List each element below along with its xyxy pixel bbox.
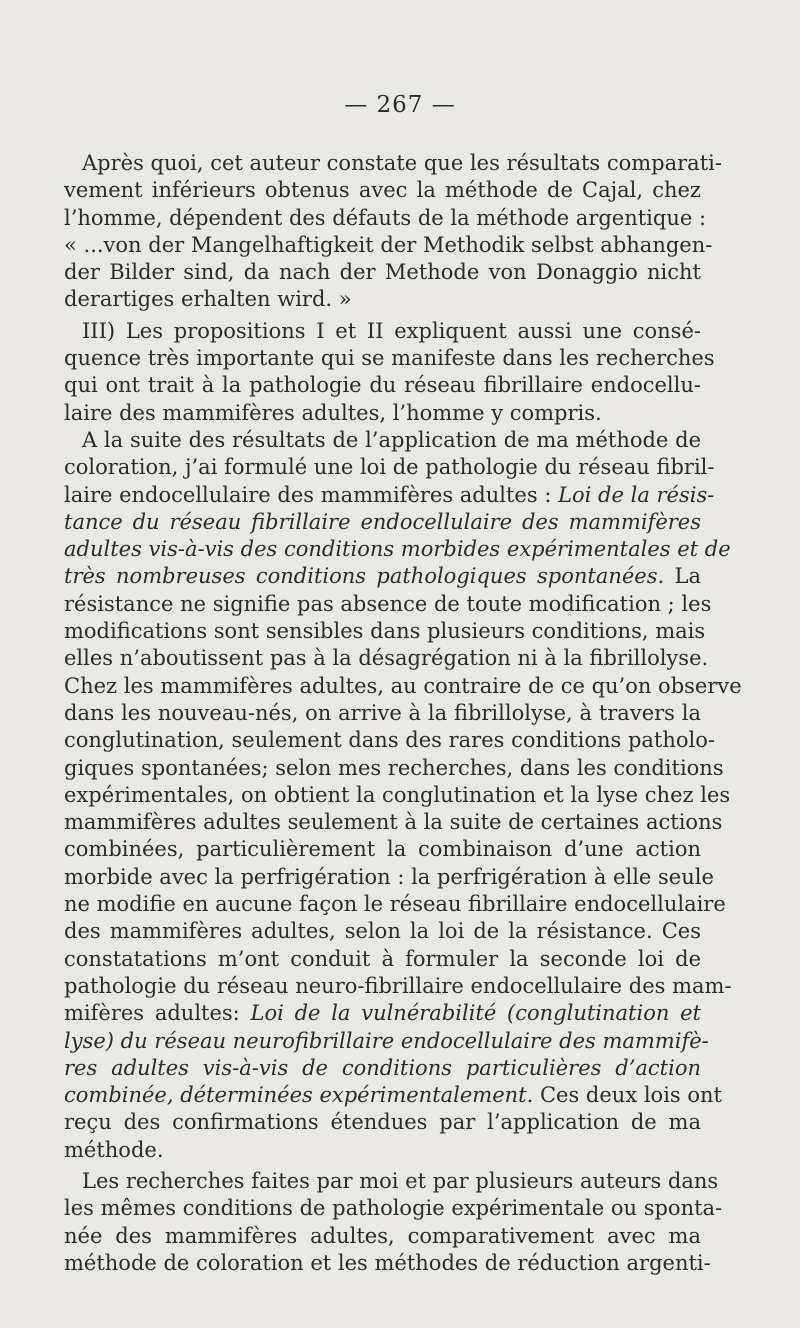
text-line [64,1000,701,1027]
text-line: mammifères adultes seulement à la suite de certaines actions [64,810,723,835]
text-line: méthode de coloration et les méthodes de réduction argenti- [64,1250,711,1275]
body-text [64,150,742,1277]
text-line: pathologie du réseau neuro-fibrillaire endocellulaire des mam- [64,973,732,998]
law-title-italic: Loi de la résis- [558,482,715,507]
text-line: derartiges erhalten wird. » [64,287,352,312]
paragraph-3 [64,427,742,1164]
text-line: née des mammifères adultes, comparativement avec ma [64,1223,701,1248]
paragraph-1 [64,150,722,314]
text-line: constatations m’ont conduit à formuler la seconde loi de [64,946,701,971]
paragraph-2 [64,318,715,427]
text-line: elles n’aboutissent pas à la désagrégation ni à la fibrillolyse. [64,646,709,671]
text-line: méthode. [64,1137,164,1162]
law-title-italic: très nombreuses conditions pathologiques spontanées. [64,564,665,589]
law-title-italic: lyse) du réseau neurofibrillaire endocellulaire des mammifè- [64,1028,709,1053]
text-line: modifications sont sensibles dans plusieurs conditions, mais [64,619,706,644]
text-line: coloration, j’ai formulé une loi de pathologie du réseau fibril- [64,455,715,480]
text-line: « ...von der Mangelhaftigkeit der Methodik selbst abhangen- [64,232,713,257]
text-plain: mifères adultes: [64,1001,251,1026]
text-line: résistance ne signifie pas absence de toute modification ; les [64,591,712,616]
text-line: der Bilder sind, da nach der Methode von Donaggio nicht [64,260,701,285]
text-line [64,563,701,590]
text-line: expérimentales, on obtient la conglutination et la lyse chez les [64,782,731,807]
text-line: laire des mammifères adultes, l’homme y compris. [64,400,602,425]
law-title-italic: res adultes vis-à-vis de conditions particulières d’action [64,1055,701,1080]
text-line: conglutination, seulement dans des rares conditions patholo- [64,728,715,753]
text-line: reçu des confirmations étendues par l’application de ma [64,1110,701,1135]
text-line: ne modifie en aucune façon le réseau fibrillaire endocellulaire [64,892,726,917]
text-line: Chez les mammifères adultes, au contraire de ce qu’on observe [64,673,742,698]
text-plain: laire endocellulaire des mammifères adultes : [64,482,559,507]
text-line: giques spontanées; selon mes recherches, dans les conditions [64,755,724,780]
text-line: dans les nouveau-nés, on arrive à la fibrillolyse, à travers la [64,700,701,725]
text-line: les mêmes conditions de pathologie expérimentale ou sponta- [64,1196,723,1221]
text-line: Après quoi, cet auteur constate que les résultats comparati- [82,151,722,175]
law-title-italic: combinée, déterminées expérimentalement. [64,1083,534,1108]
law-title-italic: adultes vis-à-vis des conditions morbides expérimentales et de [64,537,731,562]
text-line: quence très importante qui se manifeste dans les recherches [64,346,715,371]
text-line: Les recherches faites par moi et par plusieurs auteurs dans [82,1168,719,1193]
page-number: — 267 — [344,92,456,118]
text-line: qui ont trait à la pathologie du réseau fibrillaire endocellu- [64,373,701,398]
text-line: III) Les propositions I et II expliquent aussi une consé- [82,318,701,343]
text-line: morbide avec la perfrigération : la perfrigération à elle seule [64,864,714,889]
text-line: A la suite des résultats de l’application de ma méthode de [82,427,701,452]
law-title-italic: Loi de la vulnérabilité (conglutination et [250,1001,701,1026]
text-plain: La [664,564,701,589]
text-line: vement inférieurs obtenus avec la méthode de Cajal, chez [64,178,701,203]
paragraph-4 [64,1168,723,1277]
text-plain: Ces deux lois ont [533,1083,722,1108]
text-line: des mammifères adultes, selon la loi de la résistance. Ces [64,919,701,944]
law-title-italic: tance du réseau fibrillaire endocellulaire des mammifères [64,509,701,534]
text-line [64,1082,722,1109]
text-line: l’homme, dépendent des défauts de la méthode argentique : [64,205,707,230]
text-line [64,482,715,509]
text-line: combinées, particulièrement la combinaison d’une action [64,837,701,862]
